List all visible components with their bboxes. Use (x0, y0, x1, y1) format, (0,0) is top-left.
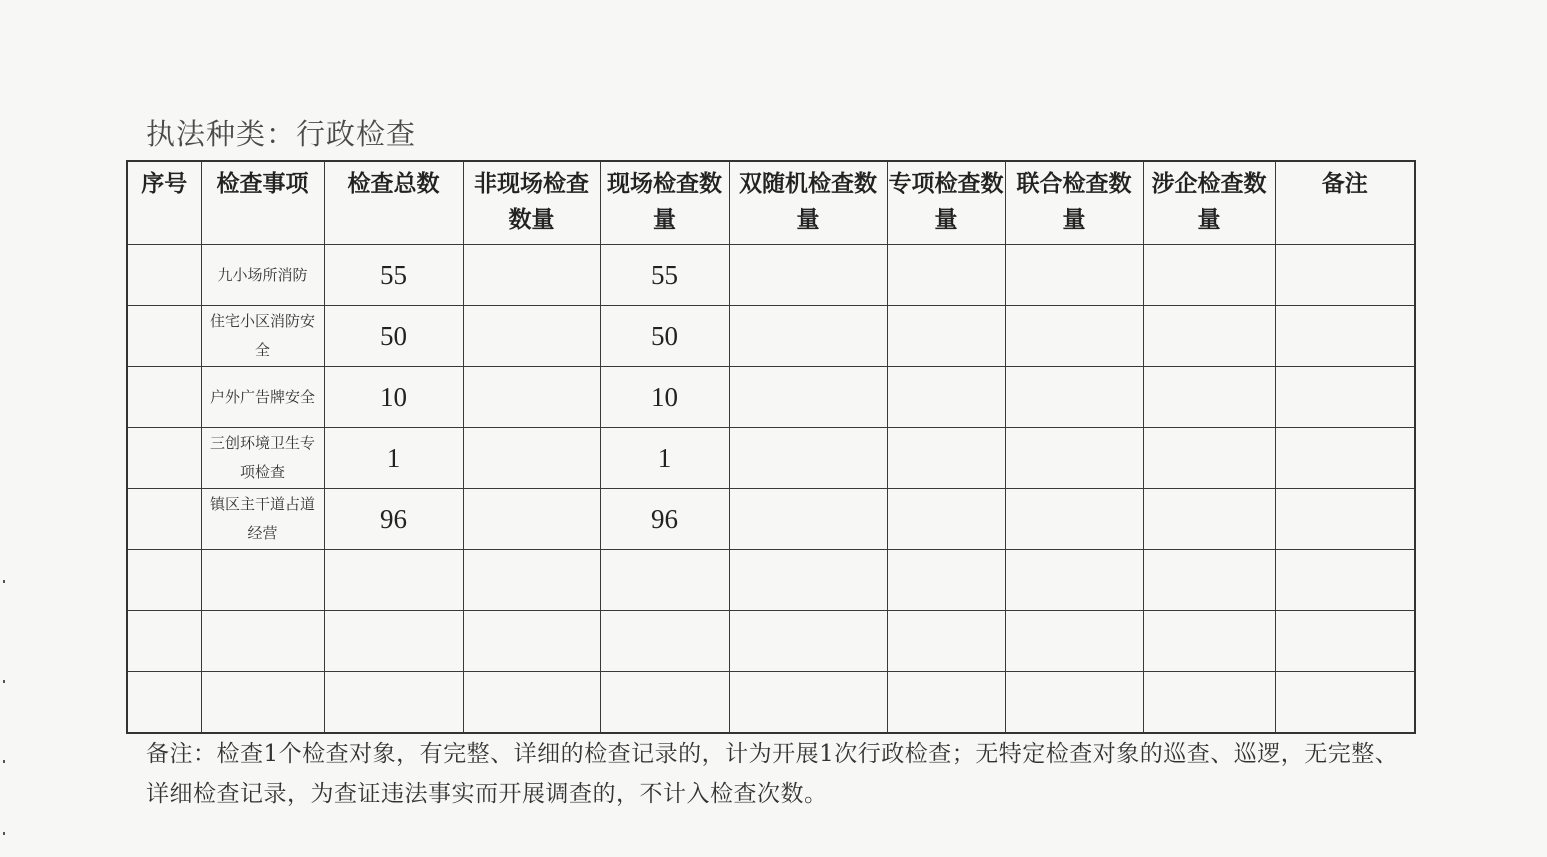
cell-special (887, 550, 1005, 611)
cell-total: 96 (324, 489, 463, 550)
cell-special (887, 245, 1005, 306)
cell-enterprise (1143, 672, 1275, 734)
cell-onsite: 10 (600, 367, 729, 428)
header-row (127, 161, 1415, 245)
col-header-offsite: 非现场检查数量 (463, 161, 600, 245)
cell-index (127, 306, 201, 367)
cell-onsite: 55 (600, 245, 729, 306)
cell-joint (1005, 367, 1143, 428)
cell-remarks (1275, 245, 1415, 306)
table-row (127, 245, 1415, 306)
cell-offsite (463, 306, 600, 367)
cell-offsite (463, 550, 600, 611)
cell-special (887, 611, 1005, 672)
cell-offsite (463, 245, 600, 306)
cell-offsite (463, 672, 600, 734)
cell-random (729, 489, 887, 550)
cell-total: 1 (324, 428, 463, 489)
cell-offsite (463, 428, 600, 489)
table-row (127, 306, 1415, 367)
table-row (127, 611, 1415, 672)
cell-random (729, 611, 887, 672)
cell-joint (1005, 489, 1143, 550)
col-header-remarks: 备注 (1275, 161, 1415, 245)
col-header-enterprise: 涉企检查数量 (1143, 161, 1275, 245)
scan-mark (3, 680, 5, 683)
cell-total (324, 550, 463, 611)
cell-index (127, 428, 201, 489)
cell-onsite (600, 672, 729, 734)
cell-joint (1005, 550, 1143, 611)
col-header-random: 双随机检查数量 (729, 161, 887, 245)
cell-special (887, 428, 1005, 489)
cell-joint (1005, 672, 1143, 734)
cell-total (324, 611, 463, 672)
cell-special (887, 367, 1005, 428)
inspection-table (126, 160, 1416, 734)
cell-item: 三创环境卫生专项检查 (201, 428, 324, 489)
cell-enterprise (1143, 367, 1275, 428)
cell-random (729, 550, 887, 611)
cell-random (729, 245, 887, 306)
cell-offsite (463, 367, 600, 428)
cell-onsite: 50 (600, 306, 729, 367)
cell-special (887, 306, 1005, 367)
cell-item: 镇区主干道占道经营 (201, 489, 324, 550)
page-title: 执法种类：行政检查 (146, 117, 417, 151)
cell-total: 10 (324, 367, 463, 428)
cell-item (201, 611, 324, 672)
col-header-onsite: 现场检查数量 (600, 161, 729, 245)
cell-offsite (463, 611, 600, 672)
scan-mark (3, 832, 5, 835)
cell-special (887, 489, 1005, 550)
col-header-index: 序号 (127, 161, 201, 245)
cell-enterprise (1143, 306, 1275, 367)
cell-item (201, 672, 324, 734)
table-row (127, 367, 1415, 428)
cell-remarks (1275, 672, 1415, 734)
cell-enterprise (1143, 550, 1275, 611)
footnote: 备注：检查1个检查对象，有完整、详细的检查记录的，计为开展1次行政检查；无特定检查对象的巡查、巡逻，无完整、详细检查记录，为查证违法事实而开展调查的，不计入检查次数。 (146, 741, 1399, 807)
cell-remarks (1275, 611, 1415, 672)
cell-enterprise (1143, 428, 1275, 489)
inspection-table-container (126, 160, 1414, 734)
table-row (127, 550, 1415, 611)
col-header-special: 专项检查数量 (887, 161, 1005, 245)
cell-remarks (1275, 367, 1415, 428)
cell-index (127, 672, 201, 734)
cell-onsite: 1 (600, 428, 729, 489)
scan-mark (3, 760, 5, 763)
cell-total: 55 (324, 245, 463, 306)
cell-joint (1005, 611, 1143, 672)
cell-onsite: 96 (600, 489, 729, 550)
cell-special (887, 672, 1005, 734)
table-row (127, 489, 1415, 550)
table-row (127, 428, 1415, 489)
cell-item: 户外广告牌安全 (201, 367, 324, 428)
cell-joint (1005, 245, 1143, 306)
cell-total (324, 672, 463, 734)
cell-random (729, 672, 887, 734)
cell-index (127, 367, 201, 428)
cell-remarks (1275, 306, 1415, 367)
cell-random (729, 428, 887, 489)
col-header-total: 检查总数 (324, 161, 463, 245)
cell-item (201, 550, 324, 611)
cell-item: 九小场所消防 (201, 245, 324, 306)
cell-item: 住宅小区消防安全 (201, 306, 324, 367)
cell-onsite (600, 611, 729, 672)
cell-index (127, 611, 201, 672)
scan-mark (3, 580, 5, 583)
cell-enterprise (1143, 611, 1275, 672)
cell-remarks (1275, 428, 1415, 489)
col-header-item: 检查事项 (201, 161, 324, 245)
cell-remarks (1275, 550, 1415, 611)
col-header-joint: 联合检查数量 (1005, 161, 1143, 245)
cell-index (127, 550, 201, 611)
cell-joint (1005, 306, 1143, 367)
cell-onsite (600, 550, 729, 611)
cell-index (127, 489, 201, 550)
cell-offsite (463, 489, 600, 550)
cell-remarks (1275, 489, 1415, 550)
cell-random (729, 367, 887, 428)
cell-enterprise (1143, 245, 1275, 306)
cell-random (729, 306, 887, 367)
cell-total: 50 (324, 306, 463, 367)
cell-index (127, 245, 201, 306)
table-row (127, 672, 1415, 734)
cell-enterprise (1143, 489, 1275, 550)
cell-joint (1005, 428, 1143, 489)
